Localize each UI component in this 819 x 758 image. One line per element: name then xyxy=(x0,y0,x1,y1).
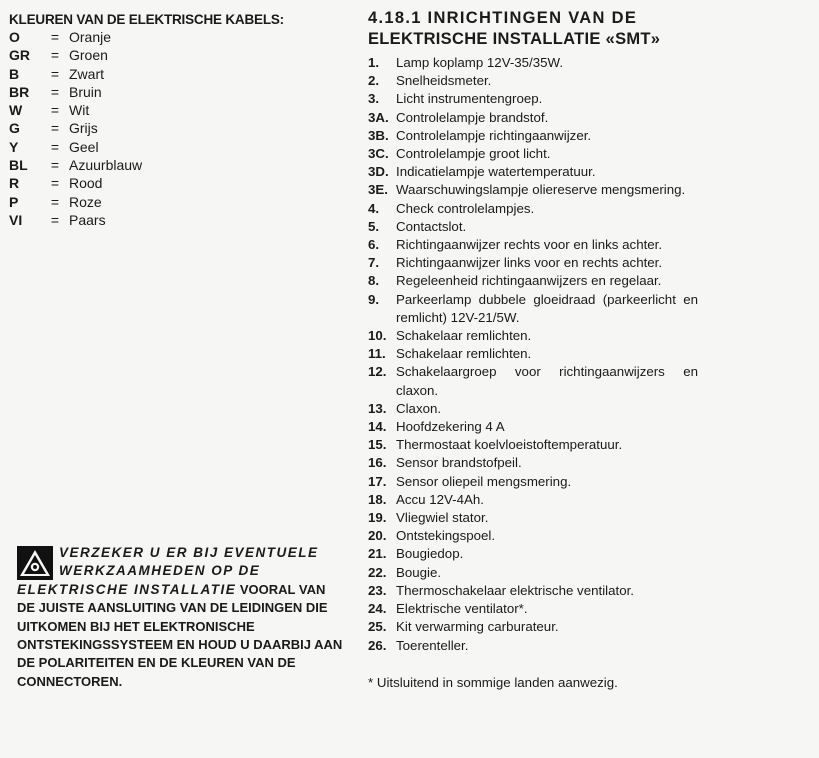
color-row xyxy=(9,120,349,138)
item-number: 12. xyxy=(368,364,387,380)
item-number: 20. xyxy=(368,528,387,544)
item-number: 15. xyxy=(368,437,387,453)
equals-sign: = xyxy=(50,138,60,155)
item-text: Bougiedop. xyxy=(396,546,464,562)
section-heading-line-1: 4.18.1 INRICHTINGEN VAN DE xyxy=(368,9,638,27)
item-number: 11. xyxy=(368,346,386,362)
color-name: Groen xyxy=(69,47,108,64)
color-name: Oranje xyxy=(69,29,112,45)
equals-sign: = xyxy=(50,102,60,119)
color-row xyxy=(9,102,349,120)
list-item xyxy=(368,145,698,163)
list-item xyxy=(368,527,698,545)
color-name: Wit xyxy=(69,102,90,119)
item-text: Indicatielampje watertemperatuur. xyxy=(396,164,596,180)
color-row xyxy=(9,47,349,65)
color-code: VI xyxy=(9,211,23,228)
item-number: 4. xyxy=(368,200,380,216)
list-item xyxy=(368,600,698,618)
item-text: Schakelaargroep voor richtingaanwijzers en claxon. xyxy=(396,364,698,398)
item-text: Lamp koplamp 12V-35/35W. xyxy=(396,55,564,70)
item-number: 3B. xyxy=(368,127,389,143)
item-number: 3A. xyxy=(368,109,389,125)
list-item xyxy=(368,127,698,145)
equals-sign: = xyxy=(50,175,60,192)
color-row xyxy=(9,194,349,212)
section-heading-line-2: ELEKTRISCHE INSTALLATIE «SMT» xyxy=(368,30,661,48)
list-item xyxy=(368,218,698,236)
color-code: G xyxy=(9,120,20,137)
color-row xyxy=(9,175,349,193)
list-item xyxy=(368,418,698,436)
list-item xyxy=(368,345,698,363)
item-text: Snelheidsmeter. xyxy=(396,73,492,89)
equals-sign: = xyxy=(50,29,60,45)
list-item xyxy=(368,564,698,582)
item-text: Schakelaar remlichten. xyxy=(396,328,532,344)
color-code: W xyxy=(9,102,23,119)
item-number: 17. xyxy=(368,473,387,489)
warning-body: VOORAL VAN DE JUISTE AANSLUITING VAN DE LEIDINGEN DIE UITKOMEN BIJ HET ELEKTRONISCHE ONTSTEKINGSSYSTEEM EN HOUD U DAARBIJ AAN DE POLARITEITEN EN DE KLEUREN VAN DE CONNECTOREN. xyxy=(17,581,343,689)
list-item xyxy=(368,618,698,636)
item-text: Accu 12V-4Ah. xyxy=(396,491,484,507)
color-row xyxy=(9,84,349,102)
item-number: 23. xyxy=(368,582,387,598)
item-text: Ontstekingspoel. xyxy=(396,528,496,544)
warning-emphasis: VERZEKER U ER BIJ EVENTUELE WERKZAAMHEDEN OP DE ELEKTRISCHE INSTALLATIE xyxy=(17,545,319,597)
color-code: BR xyxy=(9,83,30,100)
warning-triangle-icon xyxy=(17,546,53,580)
list-item xyxy=(368,509,698,527)
item-number: 2. xyxy=(368,73,380,89)
footnote: * Uitsluitend in sommige landen aanwezig. xyxy=(368,674,618,690)
color-code: GR xyxy=(9,47,30,64)
list-item xyxy=(368,363,698,399)
color-code: R xyxy=(9,175,20,192)
component-list xyxy=(368,54,698,655)
item-number: 6. xyxy=(368,237,380,253)
item-number: 10. xyxy=(368,328,387,344)
color-name: Geel xyxy=(69,138,99,155)
list-item xyxy=(368,200,698,218)
item-text: Bougie. xyxy=(396,564,442,580)
equals-sign: = xyxy=(50,47,60,64)
item-text: Waarschuwingslampje oliereserve mengsmering. xyxy=(396,182,686,198)
item-number: 8. xyxy=(368,273,380,289)
color-row xyxy=(9,29,349,47)
list-item xyxy=(368,327,698,345)
color-row xyxy=(9,157,349,175)
list-item xyxy=(368,491,698,509)
list-item xyxy=(368,454,698,472)
list-item xyxy=(368,473,698,491)
list-item xyxy=(368,545,698,563)
item-text: Licht instrumentengroep. xyxy=(396,91,543,107)
list-item xyxy=(368,582,698,600)
item-text: Richtingaanwijzer rechts voor en links achter. xyxy=(396,237,663,253)
item-text: Sensor oliepeil mengsmering. xyxy=(396,473,572,489)
cable-colors-title: KLEUREN VAN DE ELEKTRISCHE KABELS: xyxy=(9,12,284,27)
color-name: Rood xyxy=(69,175,103,192)
item-number: 26. xyxy=(368,637,387,653)
item-number: 14. xyxy=(368,419,387,435)
color-code: BL xyxy=(9,157,28,174)
color-name: Azuurblauw xyxy=(69,157,143,174)
item-number: 3. xyxy=(368,91,380,107)
item-number: 22. xyxy=(368,564,387,580)
equals-sign: = xyxy=(50,211,60,228)
list-item xyxy=(368,291,698,327)
item-number: 3C. xyxy=(368,146,389,162)
item-number: 16. xyxy=(368,455,387,471)
color-row xyxy=(9,139,349,157)
item-text: Toerenteller. xyxy=(396,637,469,653)
list-item xyxy=(368,236,698,254)
item-number: 3D. xyxy=(368,164,389,180)
item-text: Contactslot. xyxy=(396,218,467,234)
item-text: Controlelampje richtingaanwijzer. xyxy=(396,127,592,143)
item-text: Regeleenheid richtingaanwijzers en regelaar. xyxy=(396,273,662,289)
equals-sign: = xyxy=(50,65,60,82)
item-text: Thermoschakelaar elektrische ventilator. xyxy=(396,582,634,598)
cable-colors-list xyxy=(9,29,349,230)
list-item xyxy=(368,181,698,199)
item-number: 25. xyxy=(368,619,387,635)
list-item xyxy=(368,400,698,418)
item-text: Claxon. xyxy=(396,400,442,416)
color-name: Bruin xyxy=(69,83,102,100)
list-item xyxy=(368,163,698,181)
list-item xyxy=(368,109,698,127)
color-row xyxy=(9,212,349,230)
item-number: 3E. xyxy=(368,182,388,198)
color-code: P xyxy=(9,193,19,210)
item-text: Hoofdzekering 4 A xyxy=(396,419,505,435)
cable-colors-legend xyxy=(9,12,349,230)
color-name: Roze xyxy=(69,193,102,210)
list-item xyxy=(368,54,698,72)
list-item xyxy=(368,272,698,290)
item-text: Check controlelampjes. xyxy=(396,200,535,216)
color-code: O xyxy=(9,29,20,45)
color-name: Zwart xyxy=(69,65,104,82)
color-name: Paars xyxy=(69,211,106,228)
color-code: Y xyxy=(9,138,19,155)
color-row xyxy=(9,66,349,84)
list-item xyxy=(368,90,698,108)
color-code: B xyxy=(9,65,20,82)
item-number: 7. xyxy=(368,255,380,271)
item-number: 21. xyxy=(368,546,387,562)
item-text: Schakelaar remlichten. xyxy=(396,346,532,362)
item-text: Controlelampje groot licht. xyxy=(396,146,551,162)
list-item xyxy=(368,254,698,272)
item-text: Kit verwarming carburateur. xyxy=(396,619,559,635)
item-text: Thermostaat koelvloeistoftemperatuur. xyxy=(396,437,623,453)
item-text: Controlelampje brandstof. xyxy=(396,109,549,125)
item-number: 24. xyxy=(368,601,387,617)
color-name: Grijs xyxy=(69,120,98,137)
equals-sign: = xyxy=(50,83,60,100)
item-number: 19. xyxy=(368,510,387,526)
item-number: 18. xyxy=(368,491,387,507)
equals-sign: = xyxy=(50,157,60,174)
item-number: 9. xyxy=(368,291,380,307)
list-item xyxy=(368,72,698,90)
item-number: 1. xyxy=(368,55,380,70)
section-heading xyxy=(368,8,698,50)
item-text: Parkeerlamp dubbele gloeidraad (parkeerlicht en remlicht) 12V-21/5W. xyxy=(396,291,698,325)
installation-section xyxy=(368,8,698,690)
item-number: 13. xyxy=(368,400,387,416)
item-text: Sensor brandstofpeil. xyxy=(396,455,522,471)
warning-note xyxy=(17,544,347,691)
equals-sign: = xyxy=(50,193,60,210)
item-number: 5. xyxy=(368,218,380,234)
list-item xyxy=(368,436,698,454)
item-text: Vliegwiel stator. xyxy=(396,510,489,526)
item-text: Elektrische ventilator*. xyxy=(396,601,528,617)
list-item xyxy=(368,637,698,655)
item-text: Richtingaanwijzer links voor en rechts achter. xyxy=(396,255,663,271)
equals-sign: = xyxy=(50,120,60,137)
